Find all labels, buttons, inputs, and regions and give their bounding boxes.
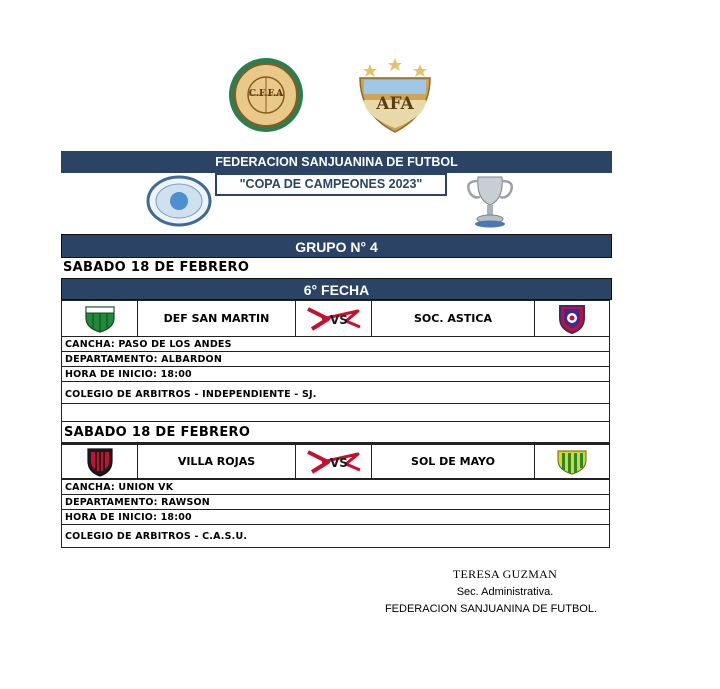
vs-cell: [295, 443, 372, 479]
federation-title: FEDERACION SANJUANINA DE FUTBOL: [215, 155, 458, 169]
fsf-logo: [146, 175, 212, 227]
away-team-name: SOL DE MAYO: [411, 455, 495, 468]
cfa-logo: [221, 56, 311, 134]
round-banner: [61, 278, 612, 300]
start-time-row: HORA DE INICIO: 18:00: [61, 367, 610, 382]
trophy-icon: [460, 173, 520, 229]
away-crest-cell: [534, 443, 610, 479]
away-team-name: SOC. ASTICA: [414, 312, 492, 325]
cup-title: "COPA DE CAMPEONES 2023": [239, 177, 423, 191]
cup-title-box: [215, 173, 447, 196]
vs-icon: [306, 305, 362, 333]
home-team-cell: [137, 443, 296, 479]
signature-org: FEDERACION SANJUANINA DE FUTBOL.: [384, 603, 598, 615]
empty-row: [61, 404, 610, 422]
afa-logo: [350, 52, 440, 136]
match-date: SABADO 18 DE FEBRERO: [63, 260, 250, 275]
home-team-cell: [137, 300, 296, 337]
svg-text:VS: VS: [329, 455, 348, 470]
away-team-cell: [371, 443, 535, 479]
afa-logo-text: AFA: [376, 94, 414, 114]
home-crest-cell: [61, 300, 138, 337]
match-date: SABADO 18 DE FEBRERO: [64, 425, 251, 440]
federation-banner: [61, 151, 612, 173]
home-crest-cell: [61, 443, 138, 479]
away-crest-cell: [534, 300, 610, 337]
signature-name: TERESA GUZMAN: [452, 567, 558, 581]
group-title: GRUPO N° 4: [295, 239, 378, 255]
start-time-row: HORA DE INICIO: 18:00: [61, 510, 610, 525]
svg-text:VS: VS: [329, 312, 348, 327]
sol-de-mayo-crest-icon: [555, 448, 589, 476]
referees-row: COLEGIO DE ARBITROS - INDEPENDIENTE - SJ.: [61, 382, 610, 404]
vs-cell: [295, 300, 372, 337]
venue-row: CANCHA: PASO DE LOS ANDES: [61, 337, 610, 352]
round-title: 6° FECHA: [303, 282, 370, 298]
vs-icon: [306, 448, 362, 476]
referees-row: COLEGIO DE ARBITROS - C.A.S.U.: [61, 525, 610, 548]
department-row: DEPARTAMENTO: ALBARDON: [61, 352, 610, 367]
soc-astica-crest-icon: [556, 303, 588, 335]
group-banner: [61, 234, 612, 258]
venue-row: CANCHA: UNION VK: [61, 479, 610, 495]
away-team-cell: [371, 300, 535, 337]
def-san-martin-crest-icon: [83, 304, 117, 334]
cfa-logo-text: C.F.F.A: [248, 89, 284, 99]
signature-role: Sec. Administrativa.: [456, 586, 554, 598]
match-date-row: [61, 422, 610, 443]
department-row: DEPARTAMENTO: RAWSON: [61, 495, 610, 510]
villa-rojas-crest-icon: [85, 446, 115, 478]
home-team-name: VILLA ROJAS: [177, 455, 256, 468]
home-team-name: DEF SAN MARTIN: [163, 312, 270, 325]
